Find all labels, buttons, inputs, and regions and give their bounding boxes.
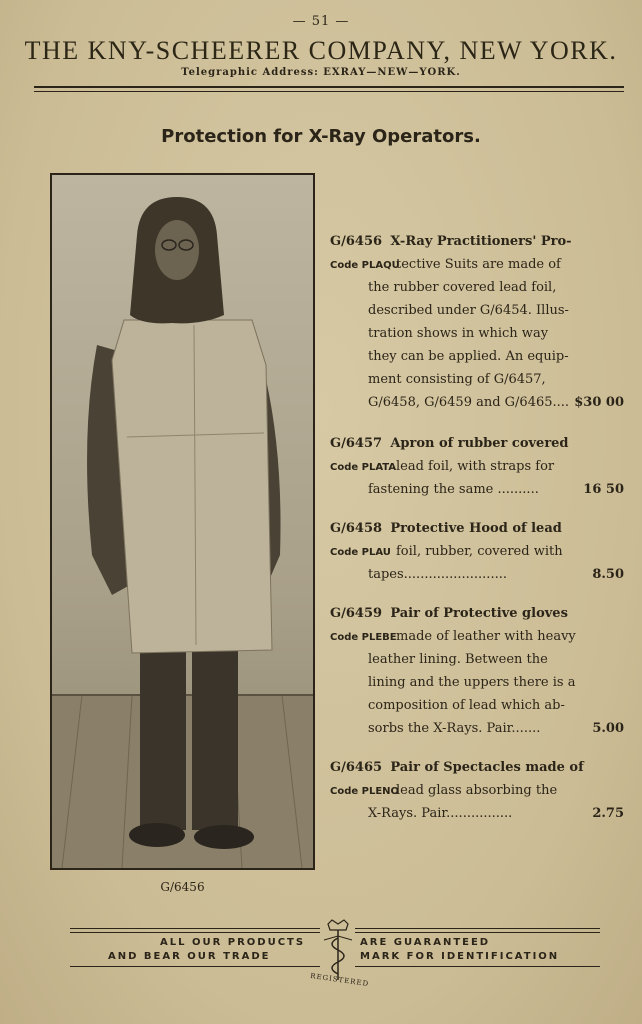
item-code: Code PLEBE [330,632,397,643]
footer-left-line1: ALL OUR PRODUCTS [160,937,306,948]
item-code: Code PLENO [330,786,400,797]
company-heading: THE KNY-SCHEERER COMPANY, NEW YORK. [24,36,618,65]
item-line: tective Suits are made of [396,257,561,272]
protective-suit-illustration [52,175,313,868]
item-number: G/6457 [330,436,383,451]
item-line: lead foil, with straps for [396,459,555,474]
item-line: sorbs the X-Rays. Pair....... [368,721,541,736]
item-line: leather lining. Between the [368,652,548,667]
item-line: ment consisting of G/6457, [368,372,546,387]
telegraph-value: EXRAY—NEW—YORK. [323,67,461,78]
item-title: X-Ray Practitioners' Pro- [390,234,572,249]
item-line: lining and the uppers there is a [368,675,576,690]
footer-right-line1: ARE GUARANTEED [360,937,491,948]
item-price: 8.50 [592,567,624,582]
item-code: Code PLAU [330,547,391,558]
product-item [330,756,630,825]
item-line: composition of lead which ab- [368,698,565,713]
item-price: 2.75 [592,806,624,821]
item-line: fastening the same .......... [368,482,539,497]
item-line: G/6458, G/6459 and G/6465.... [368,395,570,410]
product-item [330,602,630,740]
item-code: Code PLATA [330,462,397,473]
telegraph-label: Telegraphic Address: [181,67,319,78]
item-title: Protective Hood of lead [390,521,562,536]
item-title: Apron of rubber covered [390,436,569,451]
item-line: X-Rays. Pair................ [368,806,513,821]
product-item [330,432,630,501]
product-item [330,230,630,414]
product-list [330,230,630,839]
item-title: Pair of Protective gloves [390,606,568,621]
item-number: G/6456 [330,234,383,249]
trademark-footer [70,918,600,1008]
footer-right-line2: MARK FOR IDENTIFICATION [360,951,560,962]
operator-photo [50,173,315,870]
photo-caption: G/6456 [160,880,205,894]
item-line: foil, rubber, covered with [396,544,563,559]
item-line: they can be applied. An equip- [368,349,569,364]
item-price: $30 00 [574,395,624,410]
product-item [330,517,630,586]
item-title: Pair of Spectacles made of [390,760,584,775]
item-number: G/6458 [330,521,383,536]
item-line: made of leather with heavy [396,629,576,644]
page-number: — 51 — [292,14,350,29]
item-code: Code PLAQU [330,260,400,271]
footer-left-line2: AND BEAR OUR TRADE [108,951,271,962]
item-price: 5.00 [592,721,624,736]
item-line: described under G/6454. Illus- [368,303,569,318]
item-line: lead glass absorbing the [396,783,558,798]
header-rule [34,86,624,96]
section-title: Protection for X-Ray Operators. [161,126,481,147]
item-number: G/6459 [330,606,383,621]
item-line: tration shows in which way [368,326,549,341]
item-line: the rubber covered lead foil, [368,280,557,295]
registered-mark: REGISTERED [309,971,370,989]
item-number: G/6465 [330,760,383,775]
telegraph-address [0,67,642,78]
item-line: tapes......................... [368,567,507,582]
item-price: 16 50 [583,482,624,497]
